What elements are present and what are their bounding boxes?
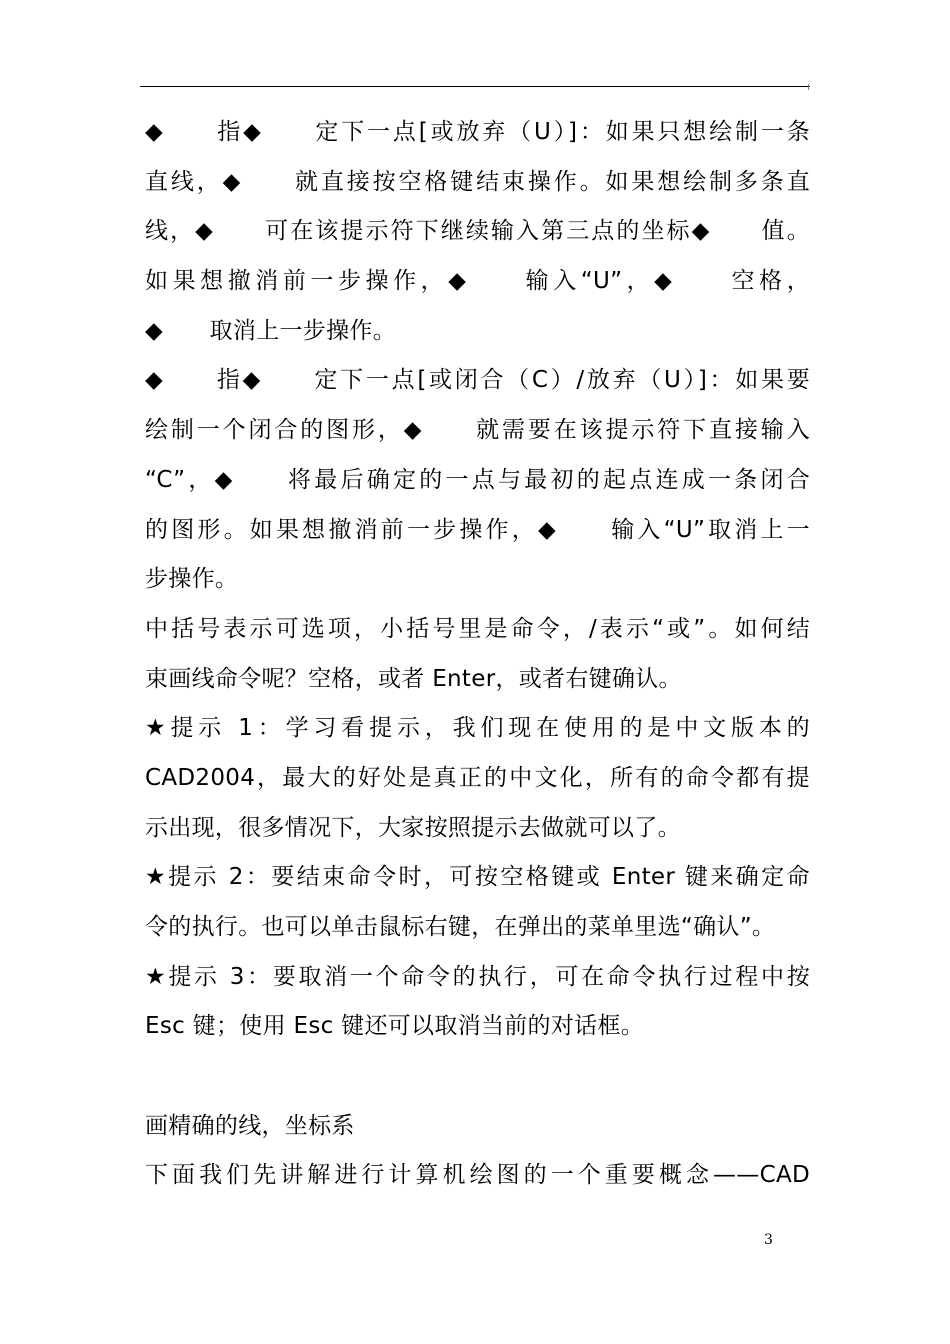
text-line-5: ◆ 取消上一步操作。 bbox=[145, 317, 396, 344]
text-line-final: 下面我们先讲解进行计算机绘图的一个重要概念——CAD bbox=[145, 1162, 810, 1189]
tip-2-line-1: ★提示 2：要结束命令时，可按空格键或 Enter 键来确定命 bbox=[145, 864, 810, 891]
header-rule bbox=[140, 86, 810, 87]
text-line-8: “C”，◆ 将最后确定的一点与最初的起点连成一条闭合 bbox=[145, 466, 810, 493]
tip-1-line-2: CAD2004，最大的好处是真正的中文化，所有的命令都有提 bbox=[145, 764, 810, 791]
text-line-3: 线，◆ 可在该提示符下继续输入第三点的坐标◆ 值。 bbox=[145, 218, 810, 245]
tip-1-line-1: ★提示 1：学习看提示，我们现在使用的是中文版本的 bbox=[145, 715, 810, 742]
text-line-9: 的图形。如果想撤消前一步操作，◆ 输入“U”取消上一 bbox=[145, 516, 810, 543]
tip-3-line-1: ★提示 3：要取消一个命令的执行，可在命令执行过程中按 bbox=[145, 963, 810, 990]
tip-3-line-2: Esc 键；使用 Esc 键还可以取消当前的对话框。 bbox=[145, 1013, 645, 1040]
tip-2-line-2: 令的执行。也可以单击鼠标右键，在弹出的菜单里选“确认”。 bbox=[145, 914, 776, 940]
text-line-4: 如果想撤消前一步操作，◆ 输入“U”，◆ 空格， bbox=[145, 268, 810, 295]
blank-line bbox=[145, 1052, 810, 1102]
text-line-11: 中括号表示可选项，小括号里是命令，/表示“或”。如何结 bbox=[145, 615, 810, 642]
header-rule-end-mark bbox=[808, 84, 809, 90]
text-line-12: 束画线命令呢？空格，或者 Enter，或者右键确认。 bbox=[145, 665, 682, 692]
text-line-2: 直线，◆ 就直接按空格键结束操作。如果想绘制多条直 bbox=[145, 168, 810, 195]
page-number: 3 bbox=[764, 1232, 773, 1248]
document-body bbox=[145, 108, 810, 1201]
text-line-6: ◆ 指◆ 定下一点[或闭合（C）/放弃（U）]：如果要 bbox=[145, 367, 810, 394]
text-line-7: 绘制一个闭合的图形，◆ 就需要在该提示符下直接输入 bbox=[145, 417, 810, 444]
tip-1-line-3: 示出现，很多情况下，大家按照提示去做就可以了。 bbox=[145, 814, 681, 841]
text-line-1: ◆ 指◆ 定下一点[或放弃（U）]：如果只想绘制一条 bbox=[145, 119, 810, 145]
text-line-10: 步操作。 bbox=[145, 566, 239, 593]
section-heading: 画精确的线，坐标系 bbox=[145, 1112, 355, 1139]
